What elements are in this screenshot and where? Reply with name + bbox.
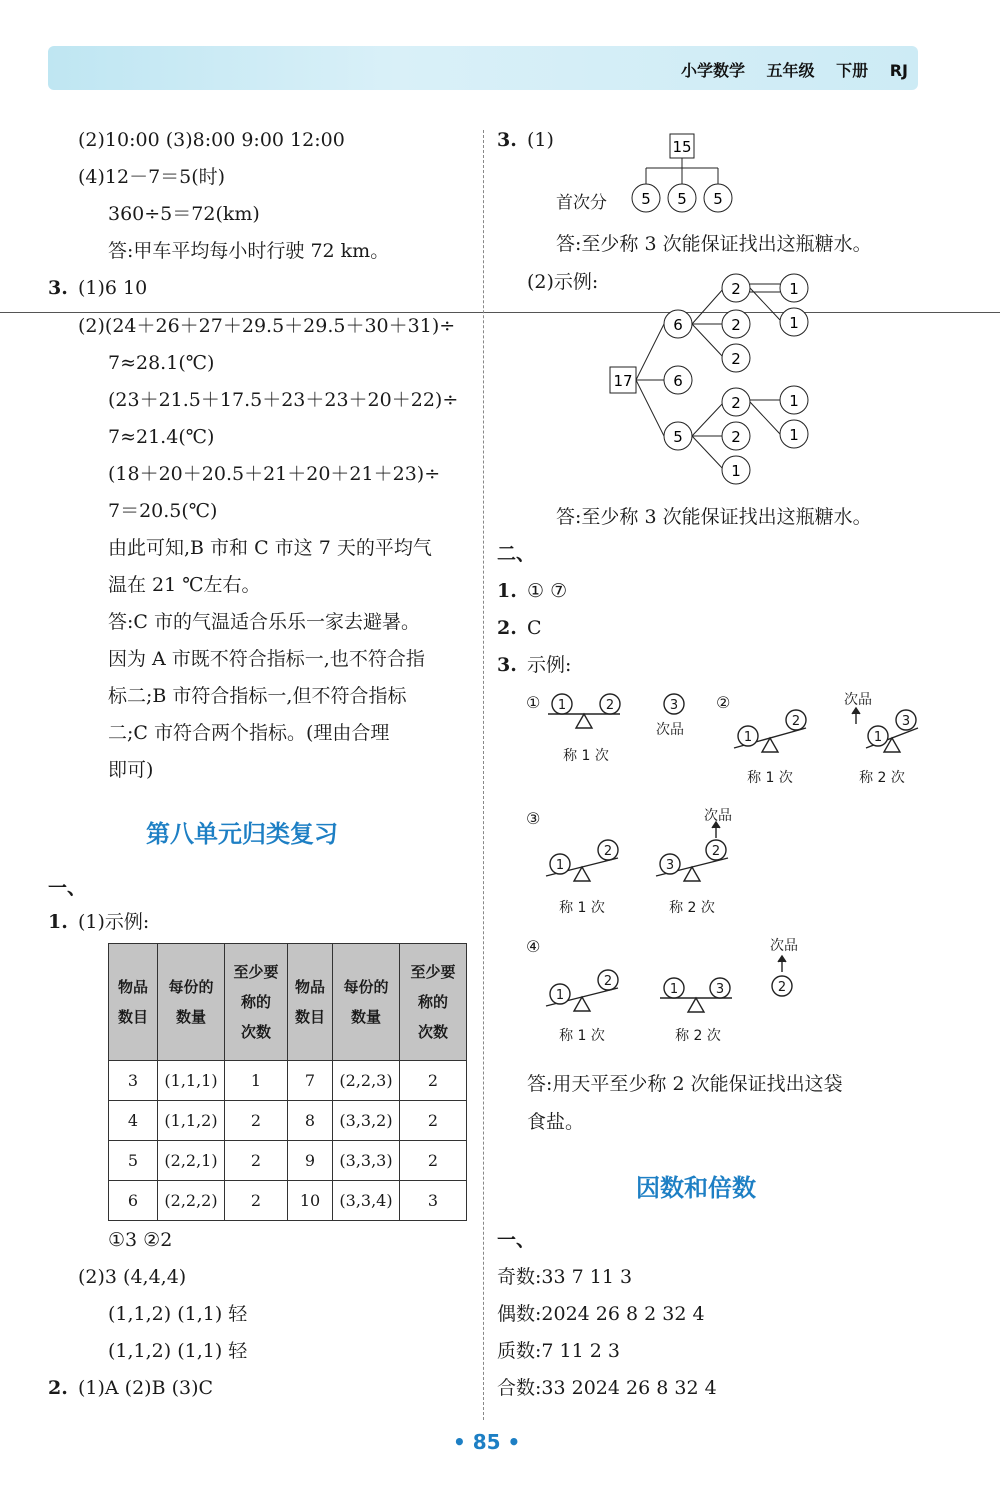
item-label: 3 bbox=[901, 714, 911, 729]
answer-line: 温在 21 ℃左右。 bbox=[108, 574, 261, 596]
answer-line: 答:至少称 3 次能保证找出这瓶糖水。 bbox=[556, 233, 872, 255]
table-row bbox=[109, 1101, 467, 1141]
table-cell: 9 bbox=[288, 1141, 333, 1181]
answer-line: 质数:7 11 2 3 bbox=[497, 1340, 620, 1362]
weigh-label: 称 2 次 bbox=[669, 900, 715, 916]
answer-line: (2)示例: bbox=[527, 271, 599, 293]
table-cell: 2 bbox=[400, 1141, 467, 1181]
table-cell: 8 bbox=[288, 1101, 333, 1141]
table-header: 每份的 数量 bbox=[333, 944, 400, 1061]
answer-line: 示例: bbox=[527, 654, 572, 676]
table-cell: (1,1,1) bbox=[158, 1061, 225, 1101]
answer-line: ① ⑦ bbox=[527, 580, 568, 602]
item-label: 1 bbox=[669, 982, 679, 997]
item-label: 1 bbox=[743, 730, 753, 745]
question-number: 3. bbox=[48, 277, 68, 299]
answer-line: (2)10:00 (3)8:00 9:00 12:00 bbox=[78, 129, 345, 151]
defect-label: 次品 bbox=[844, 692, 872, 708]
item-label: 3 bbox=[715, 982, 725, 997]
tree-node-label: 6 bbox=[673, 316, 683, 334]
item-label: 2 bbox=[605, 698, 615, 713]
tree-node-label: 1 bbox=[789, 392, 799, 410]
item-label: 1 bbox=[555, 988, 565, 1003]
table-cell: (2,2,2) bbox=[158, 1181, 225, 1221]
part-label: 二、 bbox=[497, 543, 536, 565]
tree-node-label: 2 bbox=[731, 394, 741, 412]
answer-line: (1)示例: bbox=[78, 911, 150, 933]
item-label: 3 bbox=[669, 698, 679, 713]
answer-line: (4)12－7＝5(时) bbox=[78, 166, 226, 188]
tree-node-label: 5 bbox=[677, 190, 687, 208]
defect-label: 次品 bbox=[704, 808, 732, 824]
answer-line: 标二;B 市符合指标一,但不符合指标 bbox=[108, 685, 407, 707]
item-label: 1 bbox=[873, 730, 883, 745]
answer-line: (1,1,2) (1,1) 轻 bbox=[108, 1303, 248, 1325]
answer-line: 7≈28.1(℃) bbox=[108, 352, 215, 374]
answer-line: (1)6 10 bbox=[78, 277, 148, 299]
weigh-label: 称 1 次 bbox=[559, 900, 605, 916]
answer-line: 奇数:33 7 11 3 bbox=[497, 1266, 633, 1288]
table-cell: (3,3,4) bbox=[333, 1181, 400, 1221]
answer-line: (2)3 (4,4,4) bbox=[78, 1266, 187, 1288]
section-title: 第八单元归类复习 bbox=[146, 820, 338, 848]
table-cell: 5 bbox=[109, 1141, 158, 1181]
horizontal-divider bbox=[0, 312, 1000, 313]
header-grade: 五年级 bbox=[766, 61, 815, 80]
table-cell: (3,3,3) bbox=[333, 1141, 400, 1181]
weigh-label: 称 1 次 bbox=[563, 748, 609, 764]
answer-line: 答:甲车平均每小时行驶 72 km。 bbox=[108, 240, 390, 262]
table-cell: 6 bbox=[109, 1181, 158, 1221]
table-header: 每份的 数量 bbox=[158, 944, 225, 1061]
tree-node-label: 2 bbox=[731, 428, 741, 446]
header-volume: 下册 bbox=[836, 61, 869, 80]
tree-node-label: 2 bbox=[731, 280, 741, 298]
part-label: 一、 bbox=[497, 1229, 536, 1251]
balance-diagrams bbox=[520, 684, 940, 1094]
weigh-label: 称 2 次 bbox=[859, 770, 905, 786]
question-number: 1. bbox=[48, 911, 68, 933]
weighing-table bbox=[108, 943, 467, 1221]
question-number: 2. bbox=[497, 617, 517, 639]
tree-diagram-2 bbox=[600, 268, 820, 494]
tree-node-label: 5 bbox=[713, 190, 723, 208]
tree-node-label: 1 bbox=[789, 314, 799, 332]
tree-node-label: 17 bbox=[613, 372, 633, 390]
answer-line: 7≈21.4(℃) bbox=[108, 426, 215, 448]
answer-line: 即可) bbox=[108, 759, 154, 781]
table-cell: 2 bbox=[225, 1141, 288, 1181]
table-cell: (2,2,1) bbox=[158, 1141, 225, 1181]
header-edition: RJ bbox=[889, 61, 908, 80]
item-label: 2 bbox=[603, 974, 613, 989]
header-info bbox=[665, 58, 908, 81]
table-cell: 3 bbox=[109, 1061, 158, 1101]
answer-line: 偶数:2024 26 8 2 32 4 bbox=[497, 1303, 705, 1325]
table-row bbox=[109, 1141, 467, 1181]
answer-line: 360÷5＝72(km) bbox=[108, 203, 260, 225]
answer-line: ①3 ②2 bbox=[108, 1229, 173, 1251]
table-cell: (3,3,2) bbox=[333, 1101, 400, 1141]
answer-line: 由此可知,B 市和 C 市这 7 天的平均气 bbox=[108, 537, 432, 559]
table-header: 至少要 称的 次数 bbox=[225, 944, 288, 1061]
item-label: 2 bbox=[603, 844, 613, 859]
answer-line: (1) bbox=[527, 129, 554, 151]
tree-node-label: 6 bbox=[673, 372, 683, 390]
method-marker: ① bbox=[526, 693, 541, 712]
table-cell: 2 bbox=[400, 1061, 467, 1101]
first-split-label: 首次分 bbox=[556, 193, 607, 213]
tree-node-label: 2 bbox=[731, 316, 741, 334]
table-cell: 3 bbox=[400, 1181, 467, 1221]
header-subject: 小学数学 bbox=[680, 61, 745, 80]
table-header: 物品 数目 bbox=[288, 944, 333, 1061]
item-label: 1 bbox=[557, 698, 567, 713]
answer-line: (1,1,2) (1,1) 轻 bbox=[108, 1340, 248, 1362]
page-number: • 85 • bbox=[453, 1430, 521, 1454]
defect-label: 次品 bbox=[656, 722, 684, 738]
answer-line: 因为 A 市既不符合指标一,也不符合指 bbox=[108, 648, 425, 670]
weigh-label: 称 1 次 bbox=[559, 1028, 605, 1044]
tree-node-label: 5 bbox=[641, 190, 651, 208]
defect-label: 次品 bbox=[770, 938, 798, 954]
tree-diagram-1 bbox=[600, 128, 750, 228]
table-cell: (2,2,3) bbox=[333, 1061, 400, 1101]
table-cell: 1 bbox=[225, 1061, 288, 1101]
tree-node-label: 5 bbox=[673, 428, 683, 446]
item-label: 3 bbox=[665, 858, 675, 873]
method-marker: ② bbox=[716, 693, 731, 712]
tree-node-label: 1 bbox=[731, 462, 741, 480]
tree-node-label: 2 bbox=[731, 350, 741, 368]
question-number: 3. bbox=[497, 654, 517, 676]
table-cell: 2 bbox=[225, 1181, 288, 1221]
question-number: 2. bbox=[48, 1377, 68, 1399]
item-label: 1 bbox=[555, 858, 565, 873]
answer-line: 7＝20.5(℃) bbox=[108, 500, 218, 522]
section-title: 因数和倍数 bbox=[636, 1174, 756, 1202]
answer-line: 食盐。 bbox=[527, 1111, 585, 1133]
question-number: 3. bbox=[497, 129, 517, 151]
answer-line: 答:至少称 3 次能保证找出这瓶糖水。 bbox=[556, 506, 872, 528]
answer-line: 合数:33 2024 26 8 32 4 bbox=[497, 1377, 717, 1399]
item-label: 2 bbox=[711, 844, 721, 859]
answer-line: 答:C 市的气温适合乐乐一家去避暑。 bbox=[108, 611, 420, 633]
method-marker: ③ bbox=[526, 809, 541, 828]
tree-node-label: 1 bbox=[789, 280, 799, 298]
answer-line: (23＋21.5＋17.5＋23＋23＋20＋22)÷ bbox=[108, 389, 459, 411]
answer-line: 二;C 市符合两个指标。(理由合理 bbox=[108, 722, 390, 744]
weigh-label: 称 2 次 bbox=[675, 1028, 721, 1044]
table-header: 至少要 称的 次数 bbox=[400, 944, 467, 1061]
answer-line: (2)(24＋26＋27＋29.5＋29.5＋30＋31)÷ bbox=[78, 315, 456, 337]
weigh-label: 称 1 次 bbox=[747, 770, 793, 786]
table-row bbox=[109, 1181, 467, 1221]
table-cell: 7 bbox=[288, 1061, 333, 1101]
answer-line: C bbox=[527, 617, 542, 639]
answer-line: 答:用天平至少称 2 次能保证找出这袋 bbox=[527, 1073, 843, 1095]
table-cell: 4 bbox=[109, 1101, 158, 1141]
method-marker: ④ bbox=[526, 937, 541, 956]
answer-line: (1)A (2)B (3)C bbox=[78, 1377, 214, 1399]
part-label: 一、 bbox=[48, 877, 87, 899]
table-cell: 10 bbox=[288, 1181, 333, 1221]
tree-node-label: 1 bbox=[789, 426, 799, 444]
column-divider bbox=[483, 130, 484, 1420]
table-cell: 2 bbox=[400, 1101, 467, 1141]
item-label: 2 bbox=[791, 714, 801, 729]
item-label: 2 bbox=[777, 980, 787, 995]
table-cell: 2 bbox=[225, 1101, 288, 1141]
table-row bbox=[109, 1061, 467, 1101]
table-header: 物品 数目 bbox=[109, 944, 158, 1061]
answer-line: (18＋20＋20.5＋21＋20＋21＋23)÷ bbox=[108, 463, 441, 485]
question-number: 1. bbox=[497, 580, 517, 602]
tree-node-label: 15 bbox=[672, 138, 692, 156]
table-cell: (1,1,2) bbox=[158, 1101, 225, 1141]
